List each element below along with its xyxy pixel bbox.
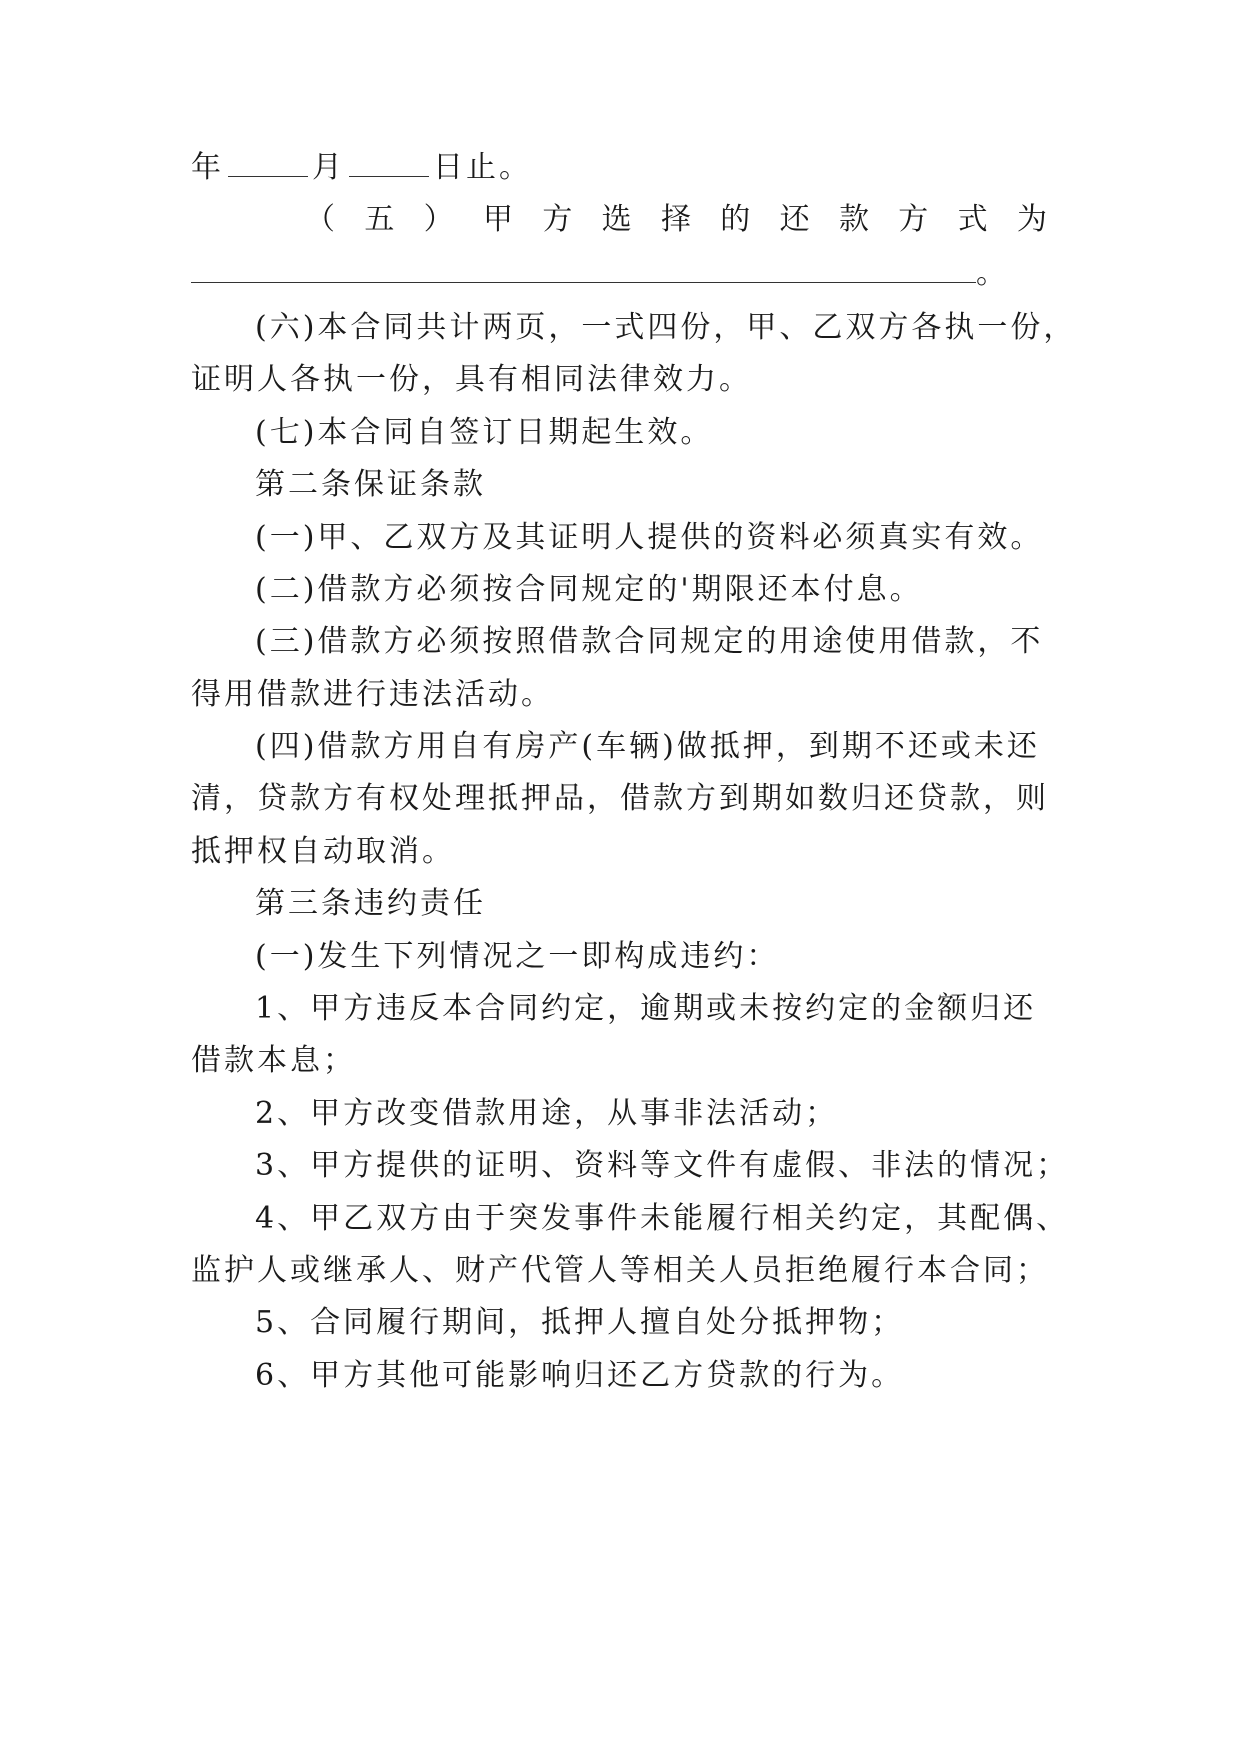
text-line: 抵押权自动取消。	[191, 834, 455, 869]
char: 式	[957, 202, 991, 237]
text-line: 监护人或继承人、财产代管人等相关人员拒绝履行本合同；	[191, 1253, 1049, 1288]
text-day-end: 日止。	[433, 150, 532, 185]
period: 。	[976, 256, 1009, 291]
text-line: 清，贷款方有权处理抵押品，借款方到期如数归还贷款，则	[191, 781, 1049, 816]
text-line: 6、甲方其他可能影响归还乙方贷款的行为。	[255, 1358, 905, 1393]
text-month: 月	[312, 150, 345, 185]
text-line: 2、甲方改变借款用途，从事非法活动；	[255, 1096, 839, 1131]
text-line: 借款本息；	[191, 1043, 356, 1078]
char: 还	[779, 202, 813, 237]
text-line: (四)借款方用自有房产(车辆)做抵押，到期不还或未还	[255, 729, 1040, 764]
text-line: (三)借款方必须按照借款合同规定的用途使用借款，不	[255, 624, 1044, 659]
blank-month	[228, 146, 308, 177]
text-line: 5、合同履行期间，抵押人擅自处分抵押物；	[255, 1305, 905, 1340]
blank-repayment-method	[191, 254, 976, 283]
char: （	[305, 202, 338, 237]
char: 择	[660, 202, 694, 237]
text-line: (一)发生下列情况之一即构成违约：	[255, 939, 780, 974]
char: 甲	[482, 202, 516, 237]
text-line: 证明人各执一份，具有相同法律效力。	[191, 362, 752, 397]
text-year: 年	[191, 150, 224, 185]
text-line: (二)借款方必须按合同规定的'期限还本付息。	[255, 572, 923, 607]
char: 为	[1016, 202, 1050, 237]
char: ）	[423, 202, 457, 237]
blank-day	[349, 146, 429, 177]
char: 的	[720, 202, 754, 237]
text-line: (一)甲、乙双方及其证明人提供的资料必须真实有效。	[255, 520, 1044, 555]
char: 五	[364, 202, 398, 237]
text-line: 3、甲方提供的证明、资料等文件有虚假、非法的情况；	[255, 1148, 1070, 1183]
text-line: 1、甲方违反本合同约定，逾期或未按约定的金额归还	[255, 991, 1037, 1026]
char: 款	[838, 202, 872, 237]
text-line: 得用借款进行违法活动。	[191, 677, 554, 712]
text-line-blank-method	[191, 252, 1051, 296]
text-line: (七)本合同自签订日期起生效。	[255, 415, 714, 450]
text-line: 4、甲乙双方由于突发事件未能履行相关约定，其配偶、	[255, 1201, 1070, 1236]
text-line-date-end	[191, 146, 1051, 190]
text-line-repayment-method	[305, 198, 1050, 242]
char: 选	[601, 202, 635, 237]
section-heading-guarantee: 第二条保证条款	[255, 467, 486, 502]
text-line: (六)本合同共计两页，一式四份，甲、乙双方各执一份，	[255, 310, 1077, 345]
section-heading-liability: 第三条违约责任	[255, 886, 486, 921]
char: 方	[542, 202, 576, 237]
char: 方	[898, 202, 932, 237]
